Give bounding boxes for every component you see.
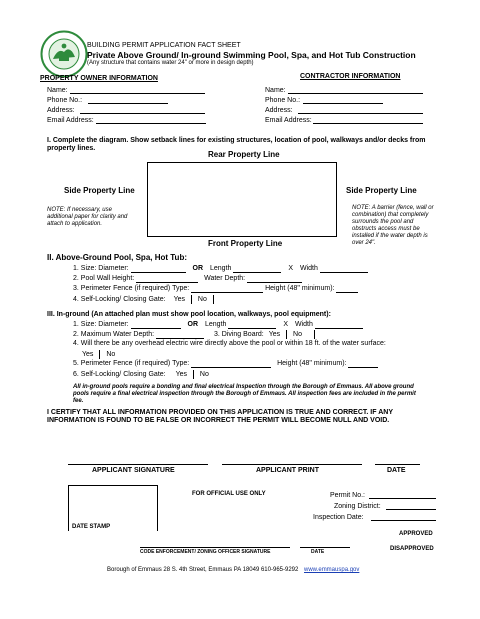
contractor-email-label: Email Address: bbox=[265, 117, 312, 124]
footer-address bbox=[107, 567, 359, 574]
s2-height-label: Height (48" minimum): bbox=[265, 285, 335, 292]
owner-name-field[interactable] bbox=[70, 93, 205, 94]
contractor-phone-field[interactable] bbox=[303, 103, 383, 104]
note-additional-paper: NOTE: If necessary, use additional paper for clarity and attach to application. bbox=[47, 207, 128, 227]
form-kicker: BUILDING PERMIT APPLICATION FACT SHEET bbox=[87, 42, 241, 49]
inspection-date-field[interactable] bbox=[371, 520, 436, 521]
owner-email-label: Email Address: bbox=[47, 117, 94, 124]
s3-length-label: Length bbox=[205, 321, 227, 328]
applicant-print-field[interactable] bbox=[222, 464, 362, 465]
section-3-heading: III. In-ground (An attached plan must show pool location, walkways, pool equipment): bbox=[47, 311, 331, 318]
s2-item-1 bbox=[73, 265, 368, 273]
contractor-phone-label: Phone No.: bbox=[265, 97, 301, 104]
s3-depth-field[interactable] bbox=[156, 331, 204, 339]
s3-item-2 bbox=[73, 330, 319, 339]
s3-depth-label: 2. Maximum Water Depth: bbox=[73, 331, 155, 338]
s2-length-label: Length bbox=[210, 265, 232, 272]
s2-or-label: OR bbox=[192, 265, 204, 272]
s3-item-4-answer bbox=[82, 350, 115, 359]
official-use-heading: FOR OFFICIAL USE ONLY bbox=[192, 491, 266, 497]
s3-item-1 bbox=[73, 321, 363, 329]
permit-no-field[interactable] bbox=[369, 498, 436, 499]
s3-lock-label: 6. Self-Locking/ Closing Gate: bbox=[73, 371, 166, 378]
s3-height-label: Height (48" minimum): bbox=[277, 360, 347, 367]
signature-date-label: DATE bbox=[387, 467, 406, 474]
owner-phone-label: Phone No.: bbox=[47, 97, 83, 104]
permit-no-label: Permit No.: bbox=[330, 492, 366, 499]
s3-diameter-field[interactable] bbox=[131, 321, 181, 329]
page-subtitle: (Any structure that contains water 24" or more in design depth) bbox=[87, 60, 254, 66]
inspection-note: All in-ground pools require a bonding and final electrical Inspection through the Borough of Emmaus. All above ground pools require a final electrical inspection through the Borough of Emmaus. All inspection fees are included in the permit fee. bbox=[73, 384, 416, 404]
page-title: Private Above Ground/ In-ground Swimming Pool, Spa, and Hot Tub Construction bbox=[87, 50, 416, 60]
side-property-line-left-label: Side Property Line bbox=[64, 186, 135, 195]
s2-depth-field[interactable] bbox=[247, 275, 302, 283]
s3-height-field[interactable] bbox=[348, 360, 378, 368]
zoning-district-field[interactable] bbox=[386, 509, 436, 510]
owner-address-label: Address: bbox=[47, 107, 75, 114]
s3-size-label: 1. Size: Diameter: bbox=[73, 321, 129, 328]
s2-lock-no[interactable]: No bbox=[197, 296, 207, 303]
inspection-date-label: Inspection Date: bbox=[313, 514, 364, 521]
officer-date-field[interactable] bbox=[300, 547, 350, 548]
s3-item-5 bbox=[73, 360, 378, 368]
s2-item-2 bbox=[73, 275, 302, 283]
borough-seal bbox=[40, 30, 88, 78]
s3-board-label: 3. Diving Board: bbox=[213, 331, 264, 338]
owner-heading: PROPERTY OWNER INFORMATION bbox=[40, 75, 158, 82]
approved-label: APPROVED bbox=[399, 531, 433, 537]
s3-fence-field[interactable] bbox=[191, 360, 271, 368]
s3-or-label: OR bbox=[187, 321, 199, 328]
s3-length-field[interactable] bbox=[228, 321, 276, 329]
disapproved-label: DISAPPROVED bbox=[390, 546, 434, 552]
s2-x-label: X bbox=[288, 265, 293, 272]
s2-wall-field[interactable] bbox=[136, 275, 198, 283]
applicant-print-label: APPLICANT PRINT bbox=[256, 467, 319, 474]
contractor-name-label: Name: bbox=[265, 87, 286, 94]
s2-item-3 bbox=[73, 285, 358, 293]
website-link[interactable]: www.emmauspa.gov bbox=[304, 567, 360, 573]
contractor-address-label: Address: bbox=[265, 107, 293, 114]
s3-lock-no[interactable]: No bbox=[199, 371, 209, 378]
s3-width-field[interactable] bbox=[315, 321, 363, 329]
footer-address-text: Borough of Emmaus 28 S. 4th Street, Emmaus PA 18049 610-965-9292 bbox=[107, 567, 299, 573]
s2-height-field[interactable] bbox=[336, 285, 358, 293]
s3-fence-label: 5. Perimeter Fence (if required) Type: bbox=[73, 360, 190, 367]
section-1-instructions: I. Complete the diagram. Show setback lines for existing structures, location of pool, walkways and/or decks from property lines. bbox=[47, 137, 426, 152]
s2-width-label: Width bbox=[299, 265, 318, 272]
contractor-name-field[interactable] bbox=[288, 93, 423, 94]
s3-lock-yes[interactable]: Yes bbox=[175, 371, 187, 378]
section-2-heading: II. Above-Ground Pool, Spa, Hot Tub: bbox=[47, 253, 187, 262]
s3-board-yes[interactable]: Yes bbox=[268, 331, 281, 338]
contractor-email-field[interactable] bbox=[313, 123, 423, 124]
applicant-signature-field[interactable] bbox=[68, 464, 208, 465]
s3-item-4 bbox=[73, 340, 386, 348]
s3-x-label: X bbox=[283, 321, 288, 328]
date-stamp-label: DATE STAMP bbox=[72, 524, 111, 530]
s2-width-field[interactable] bbox=[320, 265, 368, 273]
s2-lock-label: 4. Self-Locking/ Closing Gate: bbox=[73, 296, 166, 303]
s2-size-label: 1. Size: Diameter: bbox=[73, 265, 129, 272]
s3-electric-label: 4. Will there be any overhead electric wire directly above the pool or within 18 ft. of the water surface: bbox=[73, 340, 386, 347]
applicant-signature-label: APPLICANT SIGNATURE bbox=[92, 467, 175, 474]
s2-diameter-field[interactable] bbox=[131, 265, 186, 273]
officer-date-label: DATE bbox=[311, 549, 325, 555]
site-diagram-box[interactable] bbox=[147, 162, 337, 237]
contractor-heading: CONTRACTOR INFORMATION bbox=[300, 73, 401, 80]
s2-depth-label: Water Depth: bbox=[204, 275, 246, 282]
owner-name-label: Name: bbox=[47, 87, 68, 94]
owner-address-field[interactable] bbox=[80, 113, 205, 114]
front-property-line-label: Front Property Line bbox=[208, 239, 283, 248]
rear-property-line-label: Rear Property Line bbox=[208, 150, 280, 159]
officer-signature-field[interactable] bbox=[140, 547, 290, 548]
officer-signature-label: CODE ENFORCEMENT/ ZONING OFFICER SIGNATURE bbox=[140, 549, 271, 555]
s2-wall-label: 2. Pool Wall Height: bbox=[73, 275, 135, 282]
s2-item-4 bbox=[73, 295, 218, 304]
s2-fence-label: 3. Perimeter Fence (if required) Type: bbox=[73, 285, 190, 292]
owner-email-field[interactable] bbox=[96, 123, 206, 124]
zoning-district-label: Zoning District: bbox=[334, 503, 381, 510]
certification-statement: I CERTIFY THAT ALL INFORMATION PROVIDED ON THIS APPLICATION IS TRUE AND CORRECT. IF ANY INFORMATION IS FOUND TO BE FALSE OR INCORRECT THE PERMIT WILL BECOME NULL AND VOID. bbox=[47, 409, 393, 424]
signature-date-field[interactable] bbox=[375, 464, 420, 465]
s3-electric-no[interactable]: No bbox=[106, 351, 116, 358]
side-property-line-right-label: Side Property Line bbox=[346, 186, 417, 195]
s2-fence-field[interactable] bbox=[191, 285, 263, 293]
note-barrier: NOTE: A barrier (fence, wall or combination) that completely surrounds the pool and obstructs access must be installed if the water depth is over 24". bbox=[352, 205, 434, 246]
s3-board-no[interactable]: No bbox=[293, 331, 302, 338]
owner-phone-field[interactable] bbox=[88, 103, 168, 104]
s3-width-label: Width bbox=[294, 321, 313, 328]
s3-electric-yes[interactable]: Yes bbox=[82, 351, 94, 358]
s3-item-6 bbox=[73, 370, 209, 379]
s2-lock-yes[interactable]: Yes bbox=[173, 296, 185, 303]
contractor-address-field[interactable] bbox=[298, 113, 423, 114]
s2-length-field[interactable] bbox=[233, 265, 281, 273]
